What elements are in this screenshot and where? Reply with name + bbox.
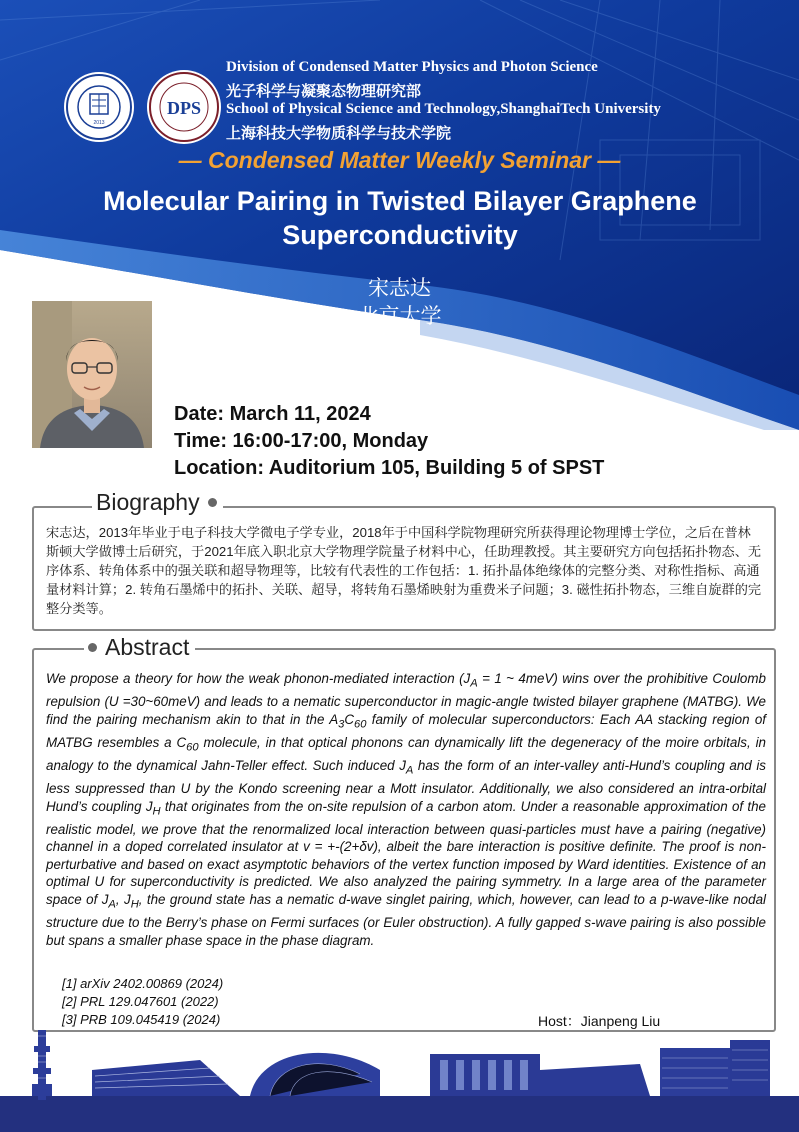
speaker-affiliation: 北京大学 [357, 305, 442, 328]
biography-text: 宋志达，2013年毕业于电子科技大学微电子学专业，2018年于中国科学院物理研究所获得理论物理博士学位，之后在普林斯顿大学做博士后研究，于2021年底入职北京大学物理学院量子材料中心，任助理教授。其主要研究方向包括拓扑物态、无序体系、转角体系中的强关联和超导物理等，比较有代表性的工作包括：1. 拓扑晶体绝缘体的完整分类、对称性指标、高通量材料计算；2. 转角石墨烯中的拓扑、关联、超导，将转角石墨烯映射为重费米子问题；3. 磁性拓扑物态，三维自旋群的完整分类等。 [46, 525, 762, 616]
reference-1: [1] arXiv 2402.00869 (2024) [62, 976, 224, 991]
footer-skyline [0, 1030, 799, 1132]
abstract-text: We propose a theory for how the weak phonon-mediated interaction ($J_A = 1$ ~ 4meV) wins over the prohibitive Coulomb repulsion (U =30~60meV) and leads to a nematic superconductor in magic-angle twisted bilayer graphene (MATBG). We find the pairing mechanism akin to that in the $A_3C_{60}$ family of molecular superconductors: Each AA stacking region of MATBG resembles a $C_{60}$ molecule, in that optical phonons can dynamically lift the degeneracy of the moire orbitals, in analogy to the dynamical Jahn-Teller effect. Such induced $J_A$ has the form of an inter-valley anti-Hund’s coupling and is less suppressed than U by the Kondo screening near a Mott insulator. Additionally, we also considered an intra-orbital Hund’s coupling $J_H$ that originates from the on-site repulsion of a carbon atom. Under a reasonable approximation of the realistic model, we prove that the renormalized local interaction between quasi-particles must have a pairing (negative) channel in a doped correlated insulator at v = +-(2+δv), albeit the bare interaction is positive definite. The proof is non-perturbative and based on exact asymptotic behaviors of the vertex function imposed by Ward identities. Existence of an optimal U for superconductivity is predicted. We also analyzed the pairing symmetry. In a large area of the parameter space of $J_A$, $J_H$, the ground state has a nematic d-wave singlet pairing, which, however, can lead to a p-wave-like nodal structure due to the Berry’s phase on Fermi surfaces (or Euler obstruction). A fully gapped s-wave pairing is also possible but spans a smaller phase space in the phase diagram. [46, 671, 767, 948]
org-line-2: 光子科学与凝聚态物理研究部 [226, 84, 422, 100]
shanghaitech-logo [62, 70, 136, 144]
seminar-series: — Condensed Matter Weekly Seminar — [178, 147, 621, 173]
org-line-1: Division of Condensed Matter Physics and Photon Science [226, 59, 598, 75]
org-line-3: School of Physical Science and Technology,ShanghaiTech University [226, 101, 661, 117]
reference-2: [2] PRL 129.047601 (2022) [62, 994, 219, 1009]
svg-text:2013: 2013 [93, 120, 105, 126]
abstract-heading-label: Abstract [105, 634, 190, 660]
dps-logo [145, 68, 223, 146]
svg-text:DPS: DPS [166, 98, 202, 118]
event-date: Date: March 11, 2024 [174, 403, 371, 425]
talk-title: Molecular Pairing in Twisted Bilayer Graphene Superconductivity [103, 186, 697, 250]
event-location: Location: Auditorium 105, Building 5 of SPST [174, 457, 605, 479]
org-line-4: 上海科技大学物质科学与技术学院 [226, 126, 452, 142]
heading-dot-icon [208, 498, 217, 507]
biography-heading [92, 489, 223, 516]
reference-3: [3] PRB 109.045419 (2024) [62, 1012, 221, 1027]
abstract-heading [84, 634, 195, 661]
biography-heading-label: Biography [96, 489, 200, 515]
speaker-name: 宋志达 [368, 277, 431, 300]
heading-dot-icon [88, 643, 97, 652]
speaker-photo [32, 301, 152, 448]
host: Host：Jianpeng Liu [538, 1013, 661, 1029]
event-time: Time: 16:00-17:00, Monday [174, 430, 429, 452]
